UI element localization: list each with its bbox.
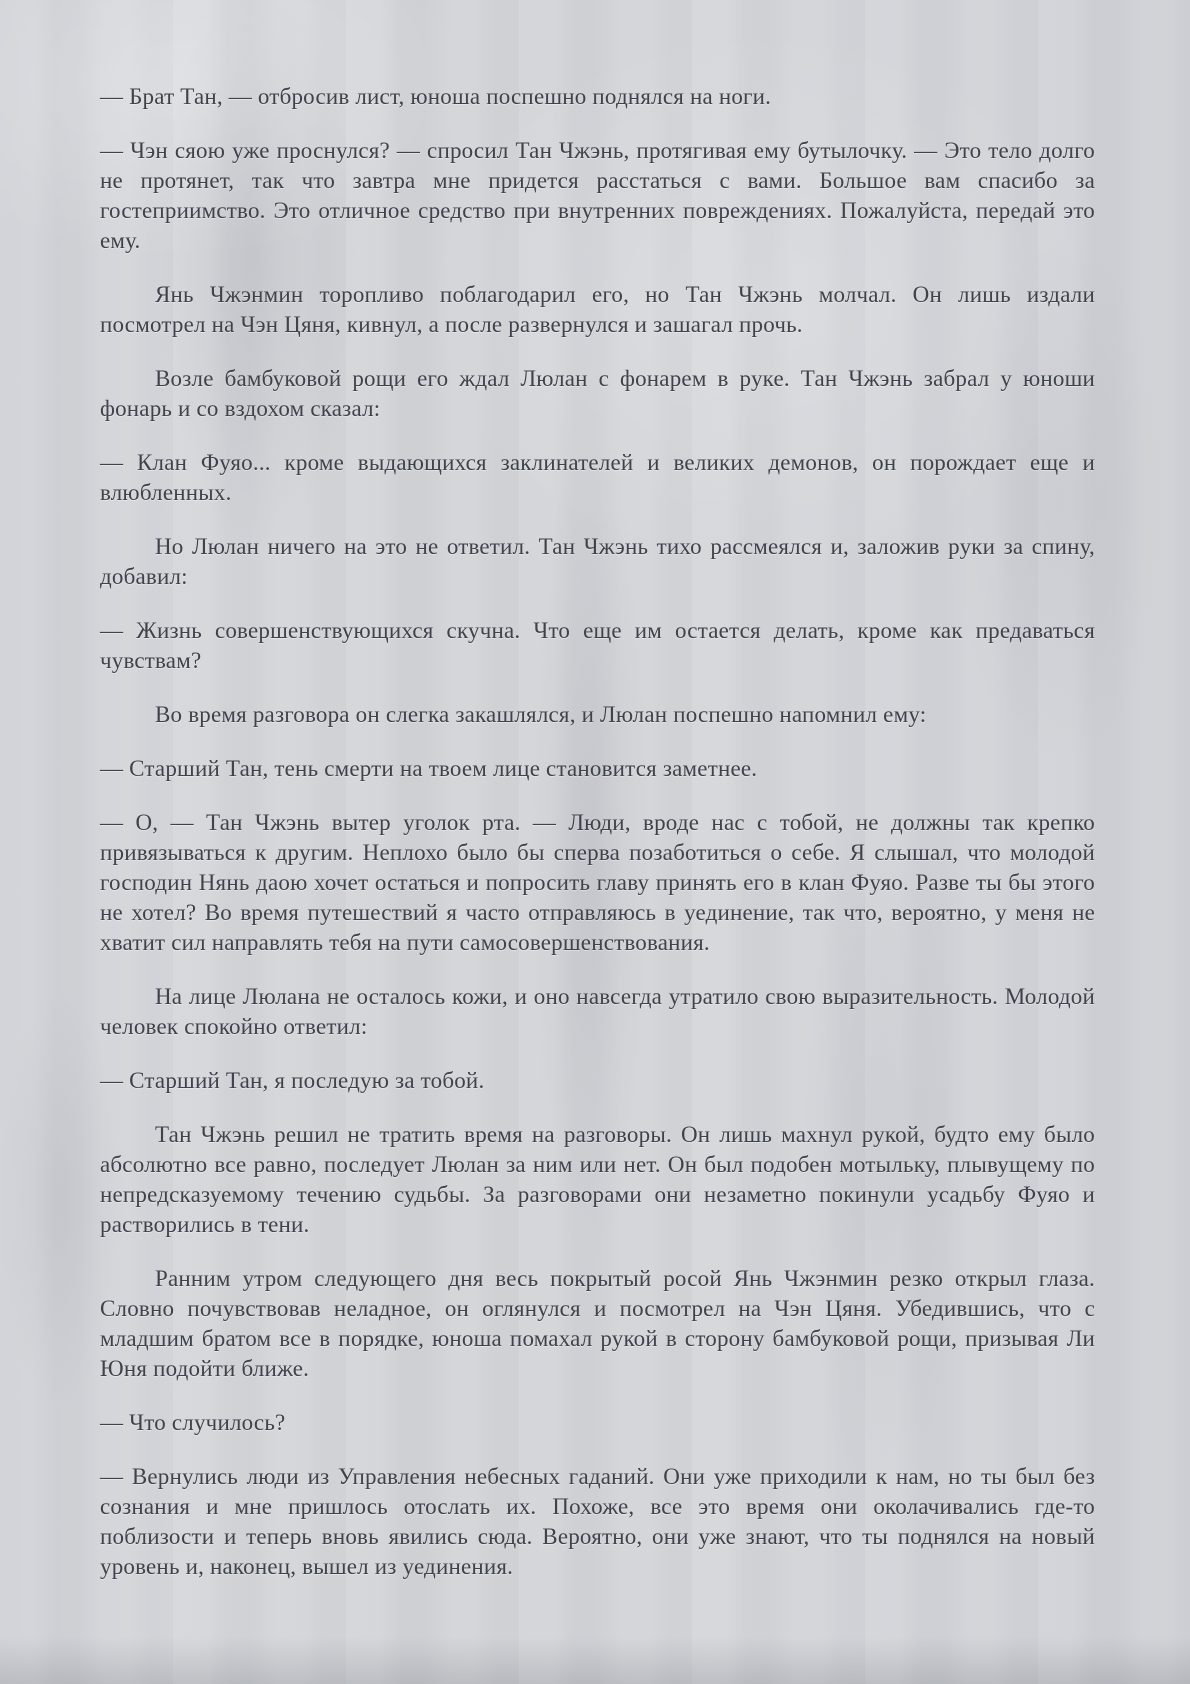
paragraph: — Что случилось? bbox=[100, 1410, 286, 1435]
paragraph: Янь Чжэнмин торопливо поблагодарил его, но Тан Чжэнь молчал. Он лишь издали посмотрел на Чэн Цяня, кивнул, а после развернулся и зашагал прочь. bbox=[100, 282, 1095, 337]
text-column bbox=[100, 82, 1095, 1606]
paragraph: — Чэн сяою уже проснулся? — спросил Тан Чжэнь, протягивая ему бутылочку. — Это тело долго не протянет, так что завтра мне придется расстаться с вами. Большое вам спасибо за гостеприимство. Это отличное средство при внутренних повреждениях. Пожалуйста, передай это ему. bbox=[100, 138, 1095, 253]
paragraph: Ранним утром следующего дня весь покрытый росой Янь Чжэнмин резко открыл глаза. Словно почувствовав неладное, он оглянулся и посмотрел на Чэн Цяня. Убедившись, что с младшим братом все в порядке, юноша помахал рукой в сторону бамбуковой рощи, призывая Ли Юня подойти ближе. bbox=[100, 1266, 1095, 1381]
paragraph: Во время разговора он слегка закашлялся, и Люлан поспешно напомнил ему: bbox=[155, 702, 927, 727]
paragraph: — О, — Тан Чжэнь вытер уголок рта. — Люди, вроде нас с тобой, не должны так крепко привязываться к другим. Неплохо было бы сперва позаботиться о себе. Я слышал, что молодой господин Нянь даою хочет остаться и попросить главу принять его в клан Фуяо. Разве ты бы этого не хотел? Во время путешествий я часто отправляюсь в уединение, так что, вероятно, у меня не хватит сил направлять тебя на пути самосовершенствования. bbox=[100, 810, 1095, 955]
paragraph: — Вернулись люди из Управления небесных гаданий. Они уже приходили к нам, но ты был без сознания и мне пришлось отослать их. Похоже, все это время они околачивались где-то поблизости и теперь вновь явились сюда. Вероятно, они уже знают, что ты поднялся на новый уровень и, наконец, вышел из уединения. bbox=[100, 1464, 1095, 1579]
paragraph: Тан Чжэнь решил не тратить время на разговоры. Он лишь махнул рукой, будто ему было абсолютно все равно, последует Люлан за ним или нет. Он был подобен мотыльку, плывущему по непредсказуемому течению судьбы. За разговорами они незаметно покинули усадьбу Фуяо и растворились в тени. bbox=[100, 1122, 1095, 1237]
paragraph: Но Люлан ничего на это не ответил. Тан Чжэнь тихо рассмеялся и, заложив руки за спину, добавил: bbox=[100, 534, 1095, 589]
paragraph: — Клан Фуяо... кроме выдающихся заклинателей и великих демонов, он порождает еще и влюбленных. bbox=[100, 450, 1095, 505]
paragraph: — Старший Тан, я последую за тобой. bbox=[100, 1068, 485, 1093]
paragraph: На лице Люлана не осталось кожи, и оно навсегда утратило свою выразительность. Молодой человек спокойно ответил: bbox=[100, 984, 1095, 1039]
paragraph: — Жизнь совершенствующихся скучна. Что еще им остается делать, кроме как предаваться чувствам? bbox=[100, 618, 1095, 673]
paragraph: — Брат Тан, — отбросив лист, юноша поспешно поднялся на ноги. bbox=[100, 84, 772, 109]
paragraph: — Старший Тан, тень смерти на твоем лице становится заметнее. bbox=[100, 756, 758, 781]
paragraph: Возле бамбуковой рощи его ждал Люлан с фонарем в руке. Тан Чжэнь забрал у юноши фонарь и со вздохом сказал: bbox=[100, 366, 1095, 421]
